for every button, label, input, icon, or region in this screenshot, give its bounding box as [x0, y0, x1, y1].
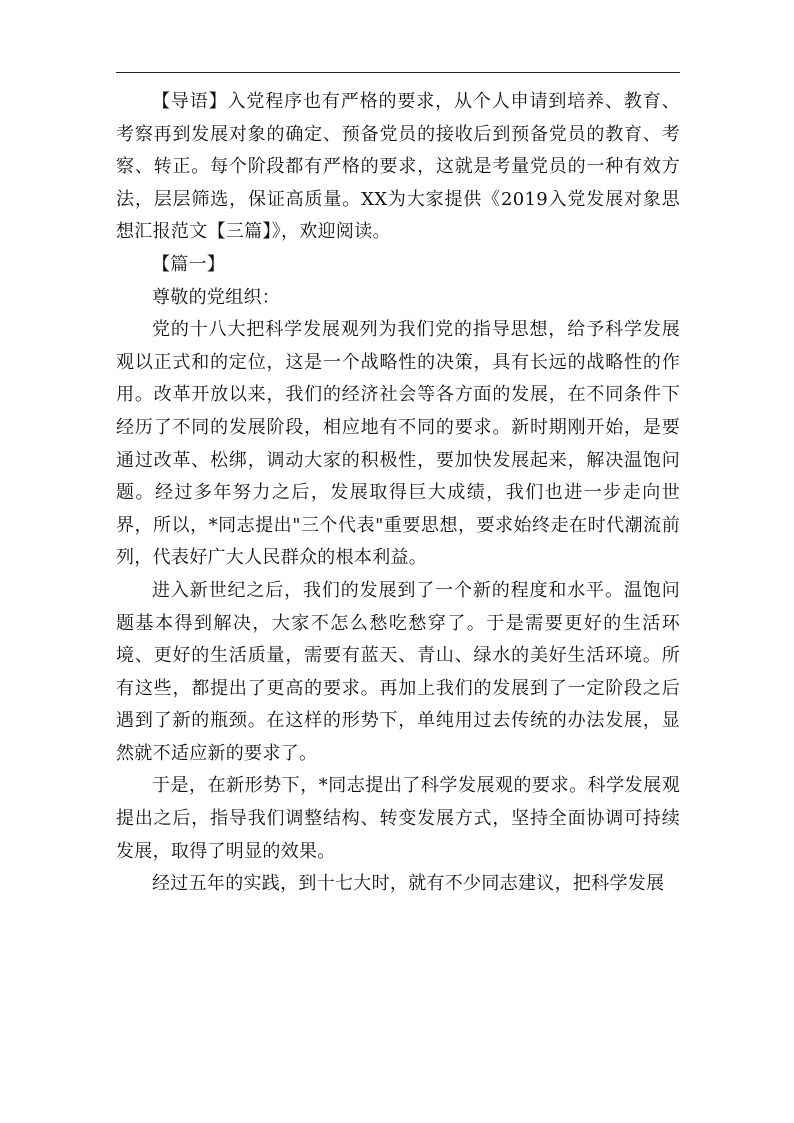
body-paragraph: 进入新世纪之后，我们的发展到了一个新的程度和水平。温饱问题基本得到解决，大家不怎么愁吃愁穿了。于是需要更好的生活环境、更好的生活质量，需要有蓝天、青山、绿水的美好生活环境。所有这些，都提出了更高的要求。再加上我们的发展到了一定阶段之后遇到了新的瓶颈。在这样的形势下，单纯用过去传统的办法发展，显然就不适应新的要求了。: [116, 579, 680, 764]
document-body: [116, 86, 680, 901]
body-paragraph: 于是，在新形势下，*同志提出了科学发展观的要求。科学发展观提出之后，指导我们调整结构、转变发展方式，坚持全面协调可持续发展，取得了明显的效果。: [116, 775, 680, 862]
section-heading: 【篇一】: [152, 253, 226, 275]
salutation: 尊敬的党组织：: [152, 286, 281, 308]
intro-paragraph: 【导语】入党程序也有严格的要求，从个人申请到培养、教育、考察再到发展对象的确定、预备党员的接收后到预备党员的教育、考察、转正。每个阶段都有严格的要求，这就是考量党员的一种有效方法，层层筛选，保证高质量。XX为大家提供《2019入党发展对象思想汇报范文【三篇】》，欢迎阅读。: [116, 91, 680, 243]
body-paragraph: 经过五年的实践，到十七大时，就有不少同志建议，把科学发展: [152, 873, 665, 895]
body-paragraph: 党的十八大把科学发展观列为我们党的指导思想，给予科学发展观以正式和的定位，这是一个战略性的决策，具有长远的战略性的作用。改革开放以来，我们的经济社会等各方面的发展，在不同条件下经历了不同的发展阶段，相应地有不同的要求。新时期刚开始，是要通过改革、松绑，调动大家的积极性，要加快发展起来，解决温饱问题。经过多年努力之后，发展取得巨大成绩，我们也进一步走向世界，所以，*同志提出"三个代表"重要思想，要求始终走在时代潮流前列，代表好广大人民群众的根本利益。: [116, 319, 680, 569]
header-rule: [116, 72, 680, 73]
